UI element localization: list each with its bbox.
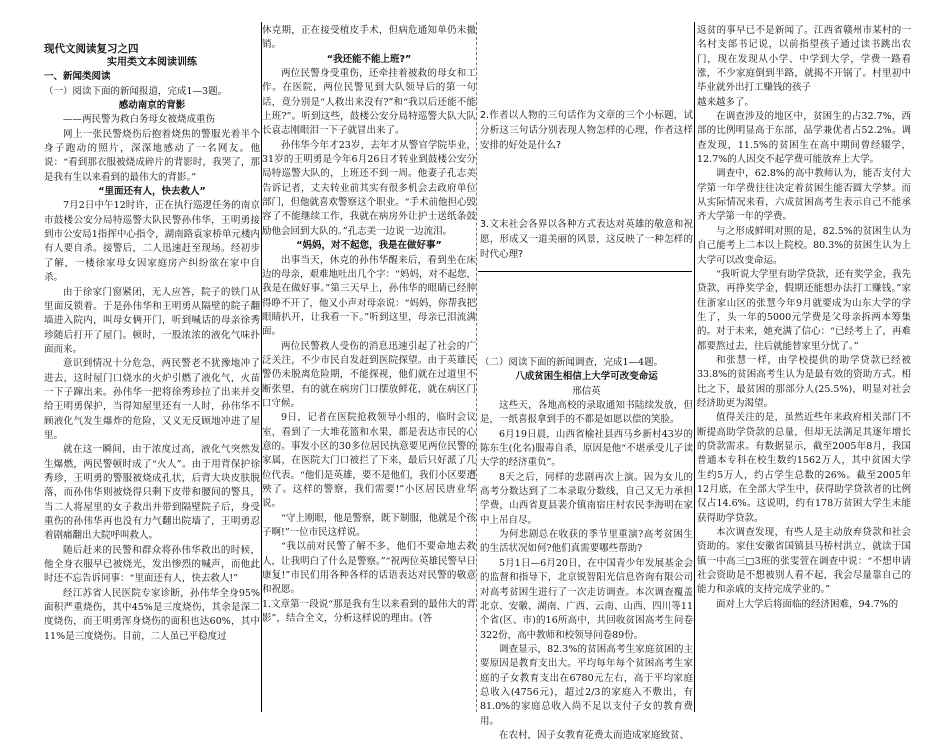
paragraph: 在调查涉及的地区中，贫困生的占32.7%，西部的比例明显高于东部，品学兼优者占52.2%。调查发现，11.5%的贫困生在高中期间曾经辍学，12.7%的人因交不起学费可能放弃上大学。 [697,111,911,166]
question-1: 1.文章第一段说“那是我有生以来看到的最伟大的背影”，结合全文，分析这样说的理由。(答 [262,598,476,625]
answer-space [480,153,693,217]
paragraph: 调查显示，82.3%的贫困高考生家庭贫困的主要原因是教育支出大。平均每年每个贫困高考生家庭的子女教育支出在6780元左右，高于平均家庭总收入(4756元)，超过2/3的家庭入不敷出，有81.0%的家庭总收入尚不足以支付子女的教育费用。 [480,643,693,727]
paragraph: “守上刚眼，他是警察，既下制服，他就是个孩子啊!”一位市民这样说。 [262,512,476,539]
paragraph: 返贫的事早已不是新闻了。江西省赣州市某村的一名村支部书记说，以前指望孩子通过读书跳出农门，现在发现从小学、中学到大学，学费一路看涨，不少家庭倒到半路，就揭不开锅了。村里初中毕业就外出打工赚钱的孩子 [697,25,911,94]
paragraph: 为何悲剧总在收获的季节里重演?高考贫困生的生活状况如何?他们真需要哪些帮助? [480,529,693,555]
column-3 [480,24,693,741]
column-4 [697,24,911,719]
paragraph: “我听说大学里有助学贷款，还有奖学金，我先贷款，再挣奖学金，假期还能想办法打工赚钱。”家住浙家山区的张慧今年9月就要成为山东大学的学生了，头一年的5000元学费是父母亲拆两本筹集的。对于未来，她充满了信心：“已经考上了，再难都要熬过去，往后就能替家里分忧了。” [697,268,911,352]
paragraph: 7月2日中午12时许，正在执行巡逻任务的南京市鼓楼公安分局特巡警大队民警孙伟华，王明勇接到市公安局1指挥中心指令，湖南路袁家桥单元楼内有人要自杀。接警后，二人迅速赶至现场。经初步了解，一楼徐家母女因家庭房产纠纷欲在家中自杀。 [44,200,260,284]
column-divider [694,22,695,712]
paragraph: 5月1日—6月20日，在中国青少年发展基金会的监督和指导下，北京锐智阳光信息咨询有限公司对高考贫困生进行了一次走访调查。本次调查覆盖北京、安徽、湖南、广西、云南、山西、四川等11个省(区、市)的16所高中，共回收贫困高考生问卷322份，高中教师和校领导问卷89份。 [480,557,693,641]
question-2: 2.作者以人物的三句话作为文章的三个小标题，试分析这三句话分别表现人物怎样的心理，作者这样安排的好处是什么? [480,110,693,151]
article-subheading: “妈妈，对不起您，我是在做好事” [296,240,442,252]
article-subheading: “我还能不能上班?” [326,53,412,65]
column-1 [44,42,260,719]
paragraph: 本次调查发现，有些人是主动放弃贷款和社会资助的。家住安徽省国镇县马桥村洪立，就读于国镇一中高三□3班的张雯萱在调查中说：“不想申请社会资助是不想被别人看不起，我会尽量靠自己的能力和亲戚的支持完成学业的。” [697,527,911,596]
answer-space [480,24,693,108]
paragraph: 这些天，各地高校的录取通知书陆续发放，但是，一纸喜报拿到手的不都是如愿以偿的笑脸。 [480,400,693,426]
doc-title: 现代文阅读复习之四 [44,43,139,55]
column-2 [262,24,476,719]
article-subheading: “里面还有人，快去救人” [98,186,206,198]
paragraph: 随后赶来的民警和群众将孙伟华救出的时候，他全身衣服早已被烧光，发出惨烈的喊声，而他此时还不忘告诉同事：“里面还有人，快去救人!” [44,544,260,585]
article-byline: 邢信英 [572,385,601,397]
subsection-heading: （二）阅读下面的新闻调查，完成1—4题。 [480,357,664,368]
paragraph: 两位民警救人受伤的消息迅速引起了社会的广泛关注，不少市民自发赶到医院探望。由于英雄民警仍未脱离危险期，不能探视，他们就在过道里不断张望，有的就在病房门口摆放鲜花，就在病区门口守候。 [262,340,476,409]
paragraph: 越来越多了。 [697,96,755,108]
article-title: 八成贫困生相信上大学可改变命运 [515,371,658,383]
paragraph: 调查中，62.8%的高中教师认为，能否支付大学第一年学费往往决定着贫困生能否圆大学梦。而从实际情况来看，六成贫困高考生表示自己不能承齐大学第一年的学费。 [697,168,911,223]
paragraph: 两位民警身受重伤，还牵挂着被救的母女和工作。在医院，两位民警见到大队领导后的第一句话，竟分别是“人救出来没有?”和“我以后还能不能上班?”。听到这些，鼓楼公安分局特巡警大队大队长袁志刚眼泪一下子就冒出来了。 [262,68,476,137]
question-3: 3.文末社会各界以各种方式表达对英雄的敬意和祝愿，形成又一道美丽的风景，这反映了一种怎样的时代心理? [480,219,693,260]
fold-divider [476,22,477,712]
answer-space [480,262,693,356]
paragraph: 8天之后，同样的悲剧再次上演。因为女儿的高考分数达到了二本录取分数线，自己又无力承担学费，山西省夏县裴介镇南宿庄村农民李海明在家中上吊自尽。 [480,471,693,526]
paragraph: 值得关注的是，虽然近些年来政府相关部门不断提高助学贷款的总量，但却无法满足其逐年增长的贷款需求。有数据显示，截至2005年8月，我国普通本专科在校生数约1562万人，其中贫困大学生约5万人，约占学生总数的26%。截至2005年12月底，在全部大学生中，获得助学贷款者的比例仅占14.6%。这说明，约有178万贫困大学生未能获得助学贷款。 [697,412,911,524]
article-title: 感动南京的背影 [118,100,186,112]
section-heading: 一、新闻类阅读 [44,71,111,83]
doc-subtitle: 实用类文本阅读训练 [107,57,197,68]
paragraph: 由于徐家门窗紧闭，无人应答，院子的铁门从里面反锁着。于是孙伟华和王明勇从隔壁的院子翻墙进入院内，叫母女俩开门，听到喊话的母亲徐秀珍随后打开了屋门。顿时，一股浓浓的液化气味扑面而来。 [44,286,260,355]
subsection-heading: （一）阅读下面的新闻报道，完成1—3题。 [44,85,228,97]
paragraph: 意识到情况十分危急，两民警老不犹豫地冲了进去，这时屋门口烧水的火炉引燃了液化气，火苗一下子蹿出来。孙伟华一把将徐秀珍拉了出来并交给王明勇保护，当得知屋里还有一人时，孙伟华不顾液化气发生爆炸的危险，又义无反顾地冲进了屋里。 [44,358,260,441]
paragraph: 网上一张民警烧伤后抱着烧焦的警服光着半个身子跑动的照片，深深地感动了一名网友。他说：“看到那衣服被烧成碎片的背影时，我哭了，那是我有生以来看到的最伟大的背影。” [44,128,260,183]
paragraph: 和张慧一样，由学校提供的助学贷款已经被33.8%的贫困高考生认为是最有效的资助方式。相比之下，最贫困的那部分人(25.5%)，明显对社会经济助更为渴望。 [697,354,911,409]
paragraph: 面对上大学后将面临的经济困难，94.7%的 [716,598,899,610]
paragraph: “我以前对民警了解不多，他们不要命地去救人，让我明白了什么是警察。”“祝两位英雄民警早日康复!”市民们用各种各样的话语表达对民警的敬意和祝愿。 [262,541,476,596]
paragraph: 9日，记者在医院抢救领导小组的，临时会议室，看到了一大堆花篮和水果，都是表达市民的心意的。事发小区的30多位居民执意要见两位民警的家属，在医院大门口被拦了下来，最后只好派了几位代表。“他们是英雄，要不是他们，我们小区要遭殃了。这样的警察，我们需要!”小区居民唐业华说。 [262,412,476,510]
paragraph: 出事当天，休克的孙伟华醒来后，看到坐在床边的母亲，艰难地吐出几个字：“妈妈，对不起您，我是在做好事。”第三天早上，孙伟华的眼睛已经肿得睁不开了，他又小声对母亲说：“妈妈，你帮我把眼睛扒开，让我看一下。”听到这里，母亲已泪流满面。 [262,254,476,338]
paragraph: 6月19日晨，山西省榆社县西马乡新村43岁的陈东生(化名)服毒自杀，原因是他“不堪承受儿子读大学的经济重负”。 [480,428,693,469]
paragraph: 经江苏省人民医院专家诊断，孙伟华全身95%面积严重烧伤，其中45%是三度烧伤，其余是深二度烧伤，而王明勇浑身烧伤的面积也达60%，其中11%是三度烧伤。目前，二人虽已平稳度过 [44,587,260,642]
paragraph: 与之形成鲜明对照的是，82.5%的贫困生认为自己能考上二本以上院校。80.3%的贫困生认为上大学可以改变命运。 [697,225,911,266]
paragraph: 在农村，因子女教育花费太而造成家庭致贫、 [499,729,690,741]
paragraph: 孙伟华今年才23岁，去年才从警官学院毕业，31岁的王明勇是今年6月26日才转业到鼓楼公安分局特巡警大队的，上班还不到一周。他妻子孔志美告诉记者，丈夫转业前其实有很多机会去政府单位部门，但他就喜欢警察这个职业。“手术前他担心毁容了不能继续工作，我就在病房外让护士送纸条鼓励他会回到大队的。”孔志美一边说一边流泪。 [262,139,476,237]
article-byline: ——两民警为救白务母女被烧成重伤 [63,114,216,126]
paragraph: 休克期，正在接受植皮手术，但病危通知单仍未撤销。 [262,25,476,51]
paragraph: 就在这一瞬间，由于浓度过高，液化气突然发生爆燃，两民警顿时成了“火人”。由于用背保护徐秀珍，王明勇的警服被烧成孔状，后背大块皮肤脱落，而孙伟华则被烧得只剩下皮带和腰间的警具，当二人将屋里的女子救出并带到隔壁院子后，身受重伤的孙伟华再也没有力气翻出院墙了，王明勇忍着剧痛翻出大院呼叫救人。 [44,444,260,542]
